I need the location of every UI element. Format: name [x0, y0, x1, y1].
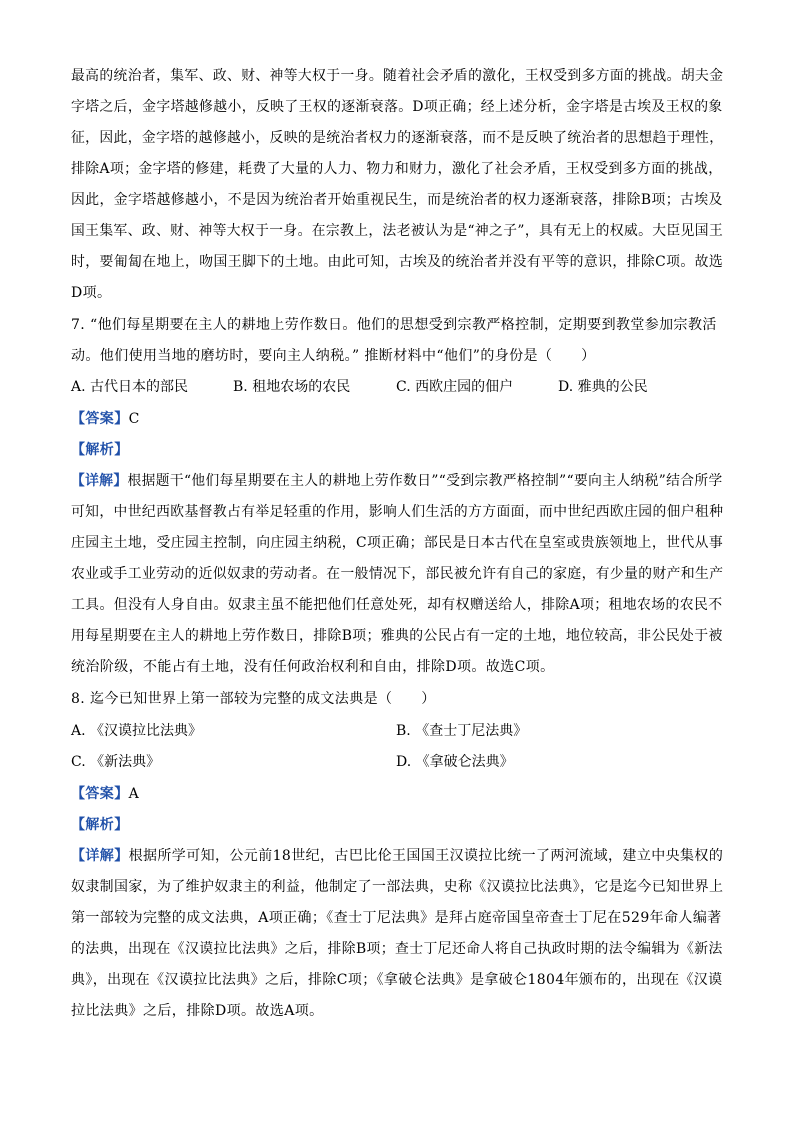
text-line: 庄园主土地，受庄园主控制，向庄园主纳税，C项正确；部民是日本古代在皇室或贵族领地上，世代从事	[71, 535, 724, 551]
q7-option-a: A. 古代日本的部民	[71, 379, 189, 395]
q7-option-c: C. 西欧庄园的佃户	[396, 379, 514, 395]
text-line: 拉比法典》之后，排除D项。故选A项。	[71, 1003, 324, 1019]
detail-tag: 【详解】	[71, 473, 128, 489]
q8-option-a: A. 《汉谟拉比法典》	[71, 723, 203, 739]
text-line: 统治阶级，不能占有土地，没有任何政治权利和自由，排除D项。故选C项。	[71, 659, 555, 675]
text-line: 因此，金字塔越修越小，不是因为统治者开始重视民生，而是统治者的权力逐渐衰落，排除B项；古埃及	[71, 192, 723, 208]
text-line: 的法典，出现在《汉谟拉比法典》之后，排除B项；查士丁尼还命人将自己执政时期的法令编辑为《新法	[71, 941, 723, 957]
q8-option-c: C. 《新法典》	[71, 754, 161, 770]
text-line: D项。	[71, 285, 112, 301]
text-line: 征，因此，金字塔的越修越小，反映的是统治者权力的逐渐衰落，而不是反映了统治者的思想趋于理性，	[71, 130, 724, 146]
question-7-stem: 动。他们使用当地的磨坊时，要向主人纳税。” 推断材料中“他们”的身份是（ ）	[71, 348, 596, 364]
q7-analysis	[71, 440, 129, 460]
q8-detail	[71, 846, 723, 866]
answer-value: C	[128, 411, 140, 427]
text-line: 典》，出现在《汉谟拉比法典》之后，排除C项；《拿破仑法典》是拿破仑1804年颁布的，出现在《汉谟	[71, 972, 723, 988]
q8-option-d: D. 《拿破仑法典》	[396, 754, 514, 770]
q7-option-d: D. 雅典的公民	[558, 379, 648, 395]
text-line: 排除A项；金字塔的修建，耗费了大量的人力、物力和财力，激化了社会矛盾，王权受到多方面的挑战，	[71, 161, 723, 177]
answer-tag: 【答案】	[71, 786, 129, 802]
answer-value: A	[128, 786, 140, 802]
q7-option-b: B. 租地农场的农民	[233, 379, 351, 395]
text-line: 根据题干“他们每星期要在主人的耕地上劳作数日”“受到宗教严格控制”“要向主人纳税”结合所学	[127, 473, 723, 489]
answer-tag: 【答案】	[71, 411, 129, 427]
text-line: 字塔之后，金字塔越修越小，反映了王权的逐渐衰落。D项正确；经上述分析，金字塔是古埃及王权的象	[71, 99, 723, 115]
text-line: 农业或手工业劳动的近似奴隶的劳动者。在一般情况下，部民被允许有自己的家庭，有少量的财产和生产	[71, 566, 724, 582]
text-line: 根据所学可知，公元前18世纪，古巴比伦王国国王汉谟拉比统一了两河流域，建立中央集权的	[128, 848, 724, 864]
analysis-tag: 【解析】	[71, 817, 129, 833]
q8-analysis	[71, 815, 129, 835]
q8-answer	[71, 784, 139, 804]
q7-detail	[71, 471, 723, 491]
text-line: 第一部较为完整的成文法典，A项正确；《查士丁尼法典》是拜占庭帝国皇帝查士丁尼在529年命人编著	[71, 910, 722, 926]
q8-option-b: B. 《查士丁尼法典》	[396, 723, 528, 739]
text-line: 时，要匍匐在地上，吻国王脚下的土地。由此可知，古埃及的统治者并没有平等的意识，排除C项。故选	[71, 254, 724, 270]
text-line: 工具。但没有人身自由。奴隶主虽不能把他们任意处死，却有权赠送给人，排除A项；租地农场的农民不	[71, 597, 723, 613]
analysis-tag: 【解析】	[71, 442, 129, 458]
text-line: 用每星期要在主人的耕地上劳作数日，排除B项；雅典的公民占有一定的土地，地位较高，非公民处于被	[71, 628, 723, 644]
q7-answer	[71, 409, 140, 429]
text-line: 国王集军、政、财、神等大权于一身。在宗教上，法老被认为是“神之子”，具有无上的权威。大臣见国王	[71, 223, 724, 239]
question-7-stem: 7. “他们每星期要在主人的耕地上劳作数日。他们的思想受到宗教严格控制，定期要到教堂参加宗教活	[71, 317, 717, 333]
text-line: 奴隶制国家，为了维护奴隶主的利益，他制定了一部法典，史称《汉谟拉比法典》，它是迄今已知世界上	[71, 879, 724, 895]
detail-tag: 【详解】	[71, 848, 129, 864]
text-line: 最高的统治者，集军、政、财、神等大权于一身。随着社会矛盾的激化，王权受到多方面的挑战。胡夫金	[71, 68, 724, 84]
question-8-stem: 8. 迄今已知世界上第一部较为完整的成文法典是（ ）	[71, 691, 436, 707]
text-line: 可知，中世纪西欧基督教占有举足轻重的作用，影响人们生活的方方面面，而中世纪西欧庄园的佃户租种	[71, 504, 724, 520]
